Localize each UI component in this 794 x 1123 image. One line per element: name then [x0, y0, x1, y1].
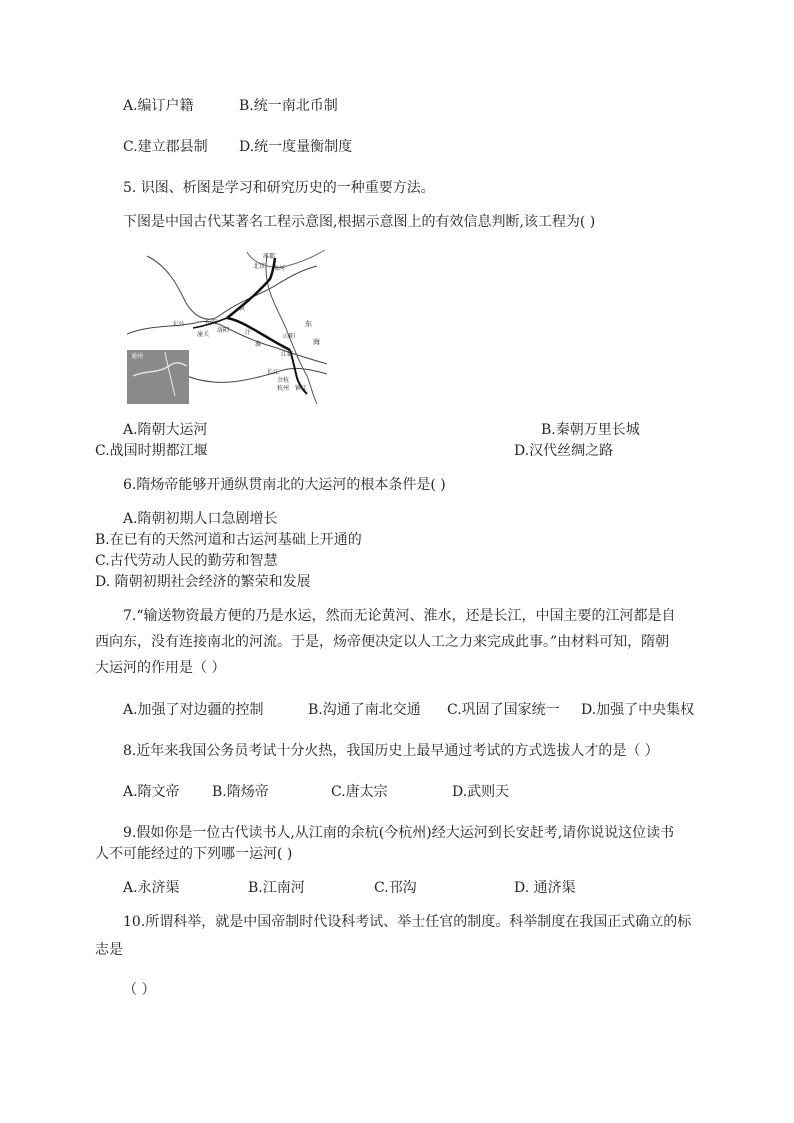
- q6-option-c: C.古代劳动人民的勤劳和智慧: [95, 553, 278, 569]
- q7-option-d: D.加强了中央集权: [581, 702, 695, 718]
- q7-option-b: B.沟通了南北交通: [308, 702, 421, 718]
- map-label-huang: 黄: [239, 305, 246, 312]
- map-label-beijing: 北京: [253, 263, 266, 270]
- q6-option-a: A.隋朝初期人口急剧增长: [123, 511, 278, 527]
- q4-option-b: B.统一南北币制: [239, 98, 338, 114]
- map-label-daxing: 大兴: [172, 321, 185, 328]
- map-label-haihe: 海河: [273, 265, 286, 272]
- q9-option-b: B.江南河: [248, 880, 305, 896]
- q8-option-b: B.隋炀帝: [212, 784, 269, 800]
- q8-option-a: A.隋文帝: [123, 784, 180, 800]
- q4-option-c: C.建立郡县制: [123, 139, 208, 155]
- q7-line-1: 7.“输送物资最方便的乃是水运，然而无论黄河、淮水，还是长江，中国主要的江河都是自: [123, 608, 676, 624]
- q5-lead: 5. 识图、析图是学习和研究历史的一种重要方法。: [123, 180, 435, 196]
- q4-option-a: A.编订户籍: [123, 98, 194, 114]
- q7-line-3: 大运河的作用是（ ）: [95, 660, 226, 676]
- q6-stem: 6.隋炀帝能够开通纵贯南北的大运河的根本条件是( ): [123, 477, 446, 493]
- q4-option-d: D.统一度量衡制度: [239, 139, 353, 155]
- q7-option-a: A.加强了对边疆的控制: [123, 702, 264, 718]
- map-label-jiangdu: 江都: [281, 351, 294, 358]
- q10-answer-blank: （ ）: [123, 982, 156, 998]
- q5-option-c: C.战国时期都江堰: [95, 443, 208, 459]
- map-label-changan: 长安: [205, 319, 218, 326]
- map-label-luoyang: 洛阳: [217, 327, 230, 334]
- map-inset-label: 通州: [131, 353, 144, 360]
- map-label-shanyang: 山阳: [283, 333, 296, 340]
- grand-canal-map: [127, 246, 327, 404]
- map-label-zhenjiang: 镇江: [295, 385, 308, 392]
- q7-option-c: C.巩固了国家统一: [447, 702, 560, 718]
- q9-line-2: 人不可能经过的下列哪一运河( ): [95, 846, 293, 862]
- map-label-yuhang: 余杭: [277, 377, 290, 384]
- map-label-dong: 东: [305, 320, 312, 328]
- q10-line-2: 志是: [95, 942, 123, 958]
- q7-line-2: 西向东，没有连接南北的河流。于是，炀帝便决定以人工之力来完成此事。”由材料可知，隋朝: [95, 634, 670, 650]
- q6-option-b: B.在已有的天然河道和古运河基础上开通的: [95, 532, 362, 548]
- q10-line-1: 10.所谓科举，就是中国帝制时代设科考试、举士任官的制度。科举制度在我国正式确立的标: [123, 914, 692, 930]
- q6-option-d: D. 隋朝初期社会经济的繁荣和发展: [95, 574, 311, 590]
- q5-option-b: B.秦朝万里长城: [541, 422, 640, 438]
- map-label-huai: 淮: [255, 341, 262, 348]
- q9-option-d: D. 通济渠: [514, 880, 576, 896]
- q9-option-c: C.邗沟: [374, 880, 417, 896]
- map-label-hai: 海: [313, 338, 320, 346]
- q8-option-c: C.唐太宗: [331, 784, 388, 800]
- map-label-tongguan: 潼关: [197, 331, 210, 338]
- q9-option-a: A.永济渠: [123, 880, 180, 896]
- q5-option-d: D.汉代丝绸之路: [514, 443, 614, 459]
- map-label-zhuojun: 涿郡: [263, 253, 276, 260]
- q5-stem: 下图是中国古代某著名工程示意图,根据示意图上的有效信息判断,该工程为( ): [123, 214, 596, 230]
- q5-option-a: A.隋朝大运河: [123, 422, 208, 438]
- q8-stem: 8.近年来我国公务员考试十分火热，我国历史上最早通过考试的方式选拔人才的是（ ）: [123, 743, 659, 759]
- map-label-bian: 汴: [245, 329, 252, 336]
- map-label-hangzhou: 杭州: [277, 385, 290, 392]
- q8-option-d: D.武则天: [452, 784, 510, 800]
- map-label-changjiang: 长江: [267, 369, 280, 376]
- q9-line-1: 9.假如你是一位古代读书人,从江南的余杭(今杭州)经大运河到长安赶考,请你说说这位读书: [123, 825, 675, 841]
